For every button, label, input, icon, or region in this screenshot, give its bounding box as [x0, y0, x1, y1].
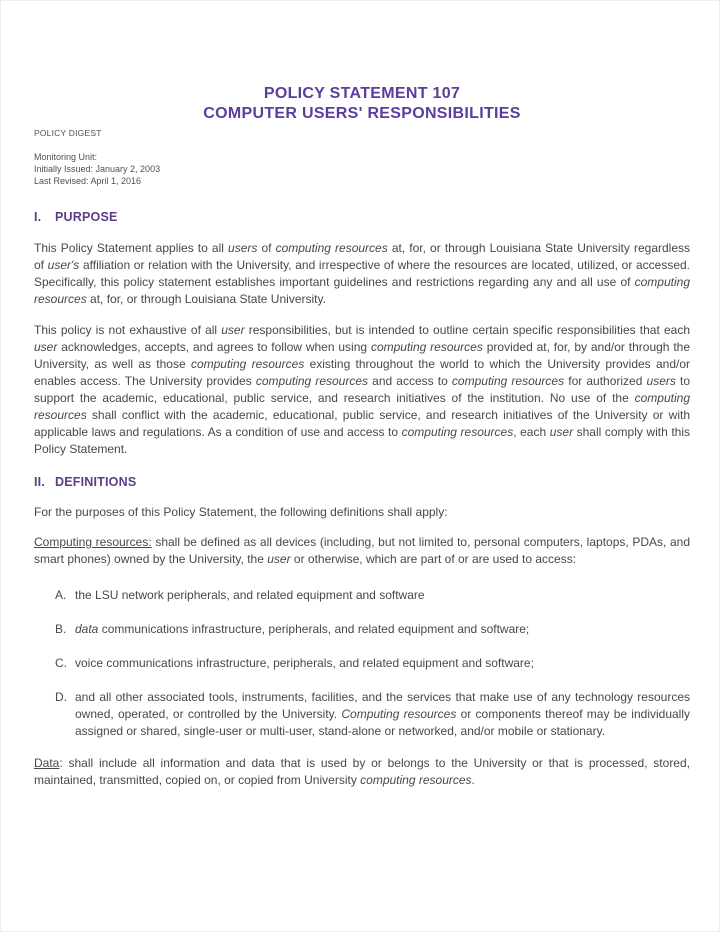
last-revised-line: Last Revised: April 1, 2016 [34, 176, 142, 186]
list-item-label: C. [55, 656, 67, 670]
section-title: DEFINITIONS [55, 475, 137, 489]
monitoring-unit-line: Monitoring Unit: [34, 152, 98, 162]
section-title: PURPOSE [55, 210, 118, 224]
list-item [34, 587, 690, 604]
purpose-paragraph-2: This policy is not exhaustive of all user responsibilities, but is intended to outline certain specific responsibilities that each user acknowledges, accepts, and agrees to follow when using computing resources provided at, for, by and/or through the University, as well as those computing resources existing throughout the world to which the University provides and/or enables access. The University provides computing resources and access to computing resources for authorized users to support the academic, educational, public service, and research initiatives of the institution. No use of the computing resources shall conflict with the academic, educational, public service, and research initiatives of the University or with applicable laws and regulations. As a condition of use and access to computing resources, each user shall comply with this Policy Statement. [34, 323, 691, 456]
computing-resources-list [34, 587, 690, 740]
initially-issued-line: Initially Issued: January 2, 2003 [34, 164, 161, 174]
policy-statement-number-title: POLICY STATEMENT 107 [263, 85, 461, 102]
policy-statement-subject-title: COMPUTER USERS' RESPONSIBILITIES [203, 105, 521, 122]
list-item-text: and all other associated tools, instruments, facilities, and the services that make use of any technology resources owned, operated, or controlled by the University. Computing resources or components thereof may be individually assigned or shared, single-user or multi-user, stand-alone or networked, and/or mobile or stationary. [75, 690, 691, 738]
list-item-text: voice communications infrastructure, peripherals, and related equipment and software; [75, 656, 534, 670]
section-heading-purpose [34, 210, 690, 225]
section-number: II. [34, 475, 46, 489]
purpose-paragraph-1: This Policy Statement applies to all users of computing resources at, for, or through Louisiana State University regardless of user's affiliation or relation with the University, and irrespective of where the resources are located, utilized, or accessed. Specifically, this policy statement establishes important guidelines and restrictions regarding any and all use of computing resources at, for, or through Louisiana State University. [34, 241, 691, 306]
definitions-intro: For the purposes of this Policy Statement, the following definitions shall apply: [34, 505, 448, 519]
policy-digest-label: POLICY DIGEST [34, 128, 102, 138]
list-item-text: data communications infrastructure, peripherals, and related equipment and software; [75, 622, 530, 636]
section-number: I. [34, 210, 42, 224]
data-definition: Data: shall include all information and data that is used by or belongs to the University or that is processed, stored, maintained, transmitted, copied on, or copied from University computing resources. [34, 756, 690, 787]
list-item-label: A. [55, 588, 67, 602]
computing-resources-definition: Computing resources: shall be defined as all devices (including, but not limited to, personal computers, laptops, PDAs, and smart phones) owned by the University, the user or otherwise, which are part of or are used to access: [34, 535, 690, 566]
document-title-block [34, 84, 690, 124]
document-meta-block [34, 151, 690, 187]
list-item [34, 621, 690, 638]
list-item-text: the LSU network peripherals, and related equipment and software [75, 588, 425, 602]
section-heading-definitions [34, 475, 690, 490]
list-item [34, 655, 690, 672]
list-item-label: D. [55, 690, 67, 704]
list-item [34, 689, 690, 740]
list-item-label: B. [55, 622, 67, 636]
